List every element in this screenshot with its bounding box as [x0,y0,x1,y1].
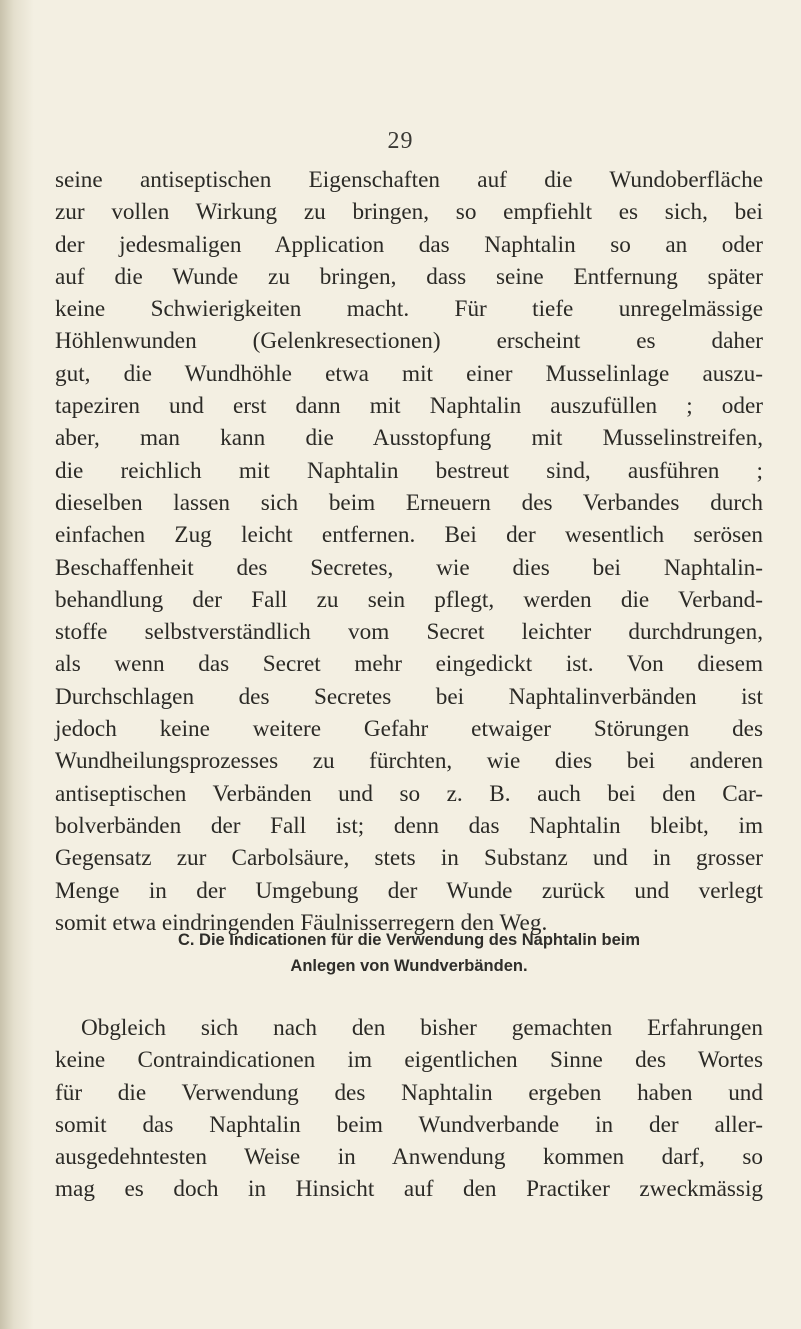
text-line: aber, man kann die Ausstopfung mit Musselinstreifen, [55,425,763,452]
text-line: tapeziren und erst dann mit Naphtalin auszufüllen ; oder [55,393,763,420]
section-heading-line-1: C. Die Indicationen für die Verwendung des Naphtalin beim [177,931,641,949]
text-line: gut, die Wundhöhle etwa mit einer Musselinlage auszu- [55,360,763,387]
text-line: auf die Wunde zu bringen, dass seine Entfernung später [55,263,763,290]
text-line: ausgedehntesten Weise in Anwendung kommen darf, so [55,1144,763,1171]
text-line: behandlung der Fall zu sein pflegt, werden die Verband- [55,586,763,613]
text-line: für die Verwendung des Naphtalin ergeben haben und [55,1079,763,1106]
page-number: 29 [387,128,414,154]
text-line: Wundheilungsprozesses zu fürchten, wie dies bei anderen [55,748,763,775]
text-line: keine Schwierigkeiten macht. Für tiefe unregelmässige [55,296,763,323]
text-line: zur vollen Wirkung zu bringen, so empfiehlt es sich, bei [55,199,763,226]
text-line: dieselben lassen sich beim Erneuern des Verbandes durch [55,489,763,516]
section-heading-line-2: Anlegen von Wundverbänden. [290,957,528,975]
paragraph-1 [55,164,763,939]
text-line: mag es doch in Hinsicht auf den Practiker zweckmässig [55,1176,763,1203]
text-line: bolverbänden der Fall ist; denn das Naphtalin bleibt, im [55,812,763,839]
text-line: Höhlenwunden (Gelenkresectionen) erscheint es daher [55,328,763,355]
text-line: antiseptischen Verbänden und so z. B. auch bei den Car- [55,780,763,807]
text-line: Gegensatz zur Carbolsäure, stets in Substanz und in grosser [55,845,763,872]
text-line: der jedesmaligen Application das Naphtalin so an oder [55,231,763,258]
text-line: seine antiseptischen Eigenschaften auf die Wundoberfläche [55,167,763,193]
text-line: die reichlich mit Naphtalin bestreut sind, ausführen ; [55,457,763,484]
text-line: somit etwa eindringenden Fäulnisserregern den Weg. [55,909,548,936]
text-line: einfachen Zug leicht entfernen. Bei der wesentlich serösen [55,522,763,549]
text-line: Beschaffenheit des Secretes, wie dies bei Naphtalin- [55,554,763,581]
text-line: stoffe selbstverständlich vom Secret leichter durchdrungen, [55,619,763,646]
text-line: Durchschlagen des Secretes bei Naphtalinverbänden ist [55,683,763,710]
section-heading [55,927,763,979]
text-line: Obgleich sich nach den bisher gemachten Erfahrungen [81,1015,763,1041]
paragraph-2 [55,1012,763,1206]
text-line: somit das Naphtalin beim Wundverbande in der aller- [55,1111,763,1138]
text-line: Menge in der Umgebung der Wunde zurück und verlegt [55,877,763,904]
text-line: als wenn das Secret mehr eingedickt ist. Von diesem [55,651,763,678]
text-line: jedoch keine weitere Gefahr etwaiger Störungen des [55,716,763,743]
text-line: keine Contraindicationen im eigentlichen Sinne des Wortes [55,1047,763,1074]
